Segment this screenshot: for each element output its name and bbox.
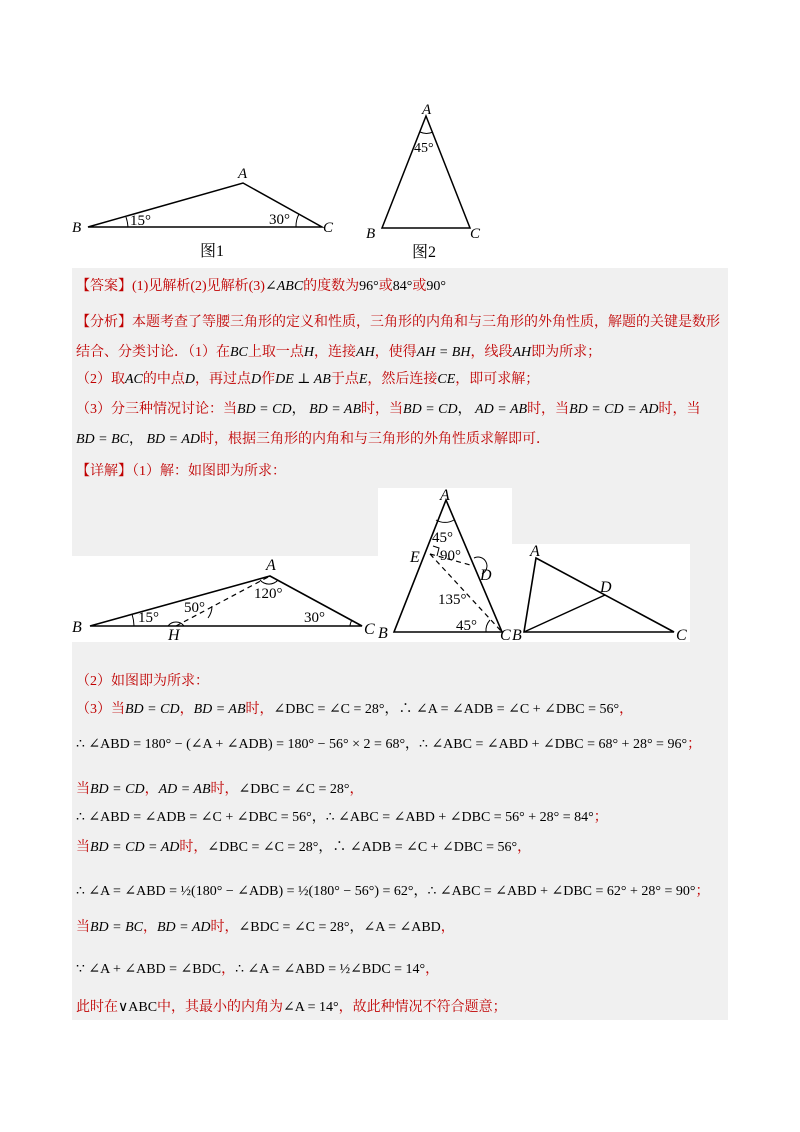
mid-fig3-D: D: [600, 579, 612, 596]
case4-eq-4: ∴ ∠A = ∠ABD = ½∠BDC = 14°: [235, 962, 426, 977]
case3-eq-3: ∴ ∠A = ∠ABD = ½(180° − ∠ADB) = ½(180° − 56°) = 62°: [76, 884, 414, 899]
analysis-para-2: [76, 370, 539, 390]
case4-min-angle: ∠A = 14°: [283, 1000, 339, 1015]
case1-pre: （3）当: [76, 702, 125, 717]
detail-tag: 【详解】: [76, 464, 132, 479]
fig2-label-A: A: [422, 102, 432, 118]
part2-text: （2）如图即为所求：: [76, 674, 209, 689]
analysis-text-2f: ，然后连接: [367, 372, 438, 387]
mid-fig3-B: B: [512, 627, 522, 644]
case2-sep: ，: [144, 782, 159, 797]
fig1-label-A: A: [238, 166, 248, 182]
answer-value-2: 84°: [392, 279, 413, 294]
mid-fig3-C: C: [676, 627, 687, 644]
mid-figure-1: [72, 556, 378, 642]
case3-eq-4: ，∴ ∠ABC = ∠ABD + ∠DBC = 62° + 28° = 90°: [413, 884, 696, 899]
case1-eq-3: ∴ ∠ABD = 180° − (∠A + ∠ADB) = 180° − 56° × 2 = 68°: [76, 737, 406, 752]
answer-value-1: 96°: [359, 279, 379, 294]
mid-fig2-angle-90: 90°: [440, 548, 461, 564]
case4-when: 时，: [210, 920, 239, 935]
case4-eq-1: ∠BDC = ∠C = 28°: [238, 920, 350, 935]
analysis-ce: CE: [437, 372, 456, 387]
analysis-text-2d: 作: [261, 372, 276, 387]
case2-cond-a: BD = CD: [90, 782, 145, 797]
case3-line1: [76, 838, 531, 858]
analysis-bc: BC: [230, 345, 248, 360]
case2-line1: [76, 780, 364, 800]
mid-fig2-angle-45: 45°: [432, 530, 453, 546]
case2-eq-3: ，∴ ∠ABC = ∠ABD + ∠DBC = 56° + 28° = 84°: [311, 810, 594, 825]
answer-line: [76, 277, 446, 297]
mid-fig1-angle-15: 15°: [138, 610, 159, 626]
analysis-d: D: [184, 372, 196, 387]
case1-eq-1: ∠DBC = ∠C = 28°: [273, 702, 385, 717]
case2-end-2: ；: [593, 810, 608, 825]
case3-end: ，: [517, 840, 532, 855]
case4-end-2: ，: [425, 962, 440, 977]
answer-angle: ∠ABC: [264, 279, 304, 294]
fig2-angle-A: 45°: [414, 141, 434, 156]
case4-cond-b: BD = AD: [157, 920, 211, 935]
case2-eq-1: ∠DBC = ∠C = 28°: [238, 782, 350, 797]
case4-triangle: ∨ABC: [118, 1000, 158, 1015]
case1-cond-b: BD = AB: [193, 702, 246, 717]
answer-tag: 【答案】: [76, 279, 132, 294]
case4-pre: 当: [76, 920, 90, 935]
analysis-text-3b: 时，当: [361, 402, 404, 417]
mid-figure-3: [512, 544, 690, 644]
fig1-label-B: B: [72, 220, 82, 236]
case4-sep: ，: [143, 920, 157, 935]
case4-end: ，: [440, 920, 455, 935]
case4-cond-a: BD = BC: [90, 920, 143, 935]
case3-end-2: ；: [695, 884, 710, 899]
case4-line3: [76, 998, 507, 1018]
answer-value-3: 90°: [426, 279, 446, 294]
answer-or-1: 或: [378, 279, 393, 294]
case4-eq-2: ，∠A = ∠ABD: [349, 920, 441, 935]
case2-eq-2: ∴ ∠ABD = ∠ADB = ∠C + ∠DBC = 56°: [76, 810, 312, 825]
analysis-text-1c: ，连接: [314, 345, 357, 360]
case1-eq-2: ，∴ ∠A = ∠ADB = ∠C + ∠DBC = 56°: [384, 702, 620, 717]
detail-line: [76, 462, 286, 482]
case2-end: ，: [349, 782, 364, 797]
analysis-text-3d: 时，当: [658, 402, 701, 417]
mid-fig2-angle-135: 135°: [438, 592, 467, 608]
detail-text: （1）解：如图即为所求：: [132, 464, 286, 479]
analysis-ah: AH: [356, 345, 375, 360]
case1-end: ，: [619, 702, 634, 717]
mid-figure-2: [378, 488, 512, 644]
mid-fig2-A: A: [440, 488, 450, 504]
mid-fig2-angle-45b: 45°: [456, 618, 477, 634]
analysis-case4-b: BD = AD: [146, 432, 201, 447]
mid-fig1-H: H: [168, 627, 180, 642]
case4-mid: 中，其最小的内角为: [157, 1000, 284, 1015]
case3-eq-2: ，∴ ∠ADB = ∠C + ∠DBC = 56°: [318, 840, 518, 855]
mid-fig1-angle-120: 120°: [254, 586, 283, 602]
analysis-de-perp-ab: DE ⊥ AB: [275, 372, 331, 387]
answer-text: (1)见解析(2)见解析(3): [132, 279, 265, 294]
case1-line1: [76, 700, 633, 720]
case1-sep: ，: [179, 702, 194, 717]
case3-line2: [76, 882, 710, 902]
analysis-case1-a: BD = CD: [237, 402, 292, 417]
analysis-text-1e: ，线段: [470, 345, 513, 360]
case4-line2: [76, 960, 439, 980]
analysis-case1-b: BD = AB: [309, 402, 362, 417]
mid-fig2-E: E: [410, 549, 420, 566]
case4-conclusion: ，故此种情况不符合题意；: [338, 1000, 507, 1015]
case2-line2: [76, 808, 608, 828]
analysis-ah-2: AH: [512, 345, 532, 360]
analysis-text-3a: （3）分三种情况讨论：当: [76, 402, 237, 417]
answer-or-2: 或: [412, 279, 427, 294]
case2-cond-b: AD = AB: [158, 782, 211, 797]
mid-fig1-angle-50: 50°: [184, 600, 205, 616]
mid-fig1-angle-30: 30°: [304, 610, 325, 626]
analysis-text-1f: 即为所求；: [531, 345, 602, 360]
analysis-text-2b: 的中点: [142, 372, 185, 387]
fig2-label-B: B: [366, 226, 376, 242]
analysis-ac: AC: [125, 372, 143, 387]
fig2-label-C: C: [470, 226, 481, 242]
analysis-case2-b: AD = AB: [475, 402, 528, 417]
case3-when: 时，: [179, 840, 208, 855]
case3-pre: 当: [76, 840, 90, 855]
mid-fig1-B: B: [72, 619, 82, 636]
case4-eq-3: ∵ ∠A + ∠ABD = ∠BDC: [76, 962, 222, 977]
fig1-angle-C: 30°: [269, 212, 290, 228]
analysis-text-2c: ，再过点: [195, 372, 252, 387]
analysis-e: E: [358, 372, 368, 387]
mid-fig2-D: D: [480, 567, 492, 584]
mid-fig1-C: C: [364, 621, 375, 638]
case4-pre-3: 此时在: [76, 1000, 118, 1015]
fig1-caption: 图1: [200, 243, 225, 260]
case2-when: 时，: [210, 782, 239, 797]
mid-fig2-B: B: [378, 625, 388, 642]
case1-cond-a: BD = CD: [125, 702, 180, 717]
analysis-para-1: [76, 308, 724, 368]
analysis-text-1: 本题考查了等腰三角形的定义和性质，三角形的内角和与三角形的外角性质，解题的关键是数形结合、分类讨论．（1）在: [76, 315, 720, 360]
analysis-para-3b: BD = BC， BD = AD时，根据三角形的内角和与三角形的外角性质求解即可．: [76, 432, 551, 447]
analysis-tag: 【分析】: [76, 315, 132, 330]
answer-text2: 的度数为: [303, 279, 360, 294]
analysis-text-1d: ，使得: [374, 345, 417, 360]
analysis-text-3c: 时，当: [527, 402, 570, 417]
fig1-label-C: C: [323, 220, 334, 236]
analysis-d-2: D: [251, 372, 262, 387]
analysis-text-3e: 时，根据三角形的内角和与三角形的外角性质求解即可．: [200, 432, 551, 447]
analysis-ah-eq-bh: AH = BH: [416, 345, 471, 360]
figure-1: [60, 160, 350, 260]
case1-when: 时，: [245, 702, 274, 717]
mid-fig1-A: A: [266, 557, 276, 574]
mid-fig2-C: C: [500, 627, 511, 644]
case1-end-2: ；: [687, 737, 702, 752]
case1-eq-4: ，∴ ∠ABC = ∠ABD + ∠DBC = 68° + 28° = 96°: [405, 737, 688, 752]
case3-cond: BD = CD = AD: [90, 840, 180, 855]
analysis-text-2g: ，即可求解；: [455, 372, 540, 387]
analysis-case2-a: BD = CD: [403, 402, 458, 417]
analysis-case3: BD = CD = AD: [569, 402, 659, 417]
analysis-h: H: [303, 345, 315, 360]
analysis-text-1b: 上取一点: [247, 345, 304, 360]
mid-fig3-A: A: [530, 544, 540, 560]
fig2-caption: 图2: [412, 244, 437, 260]
analysis-para-3: （3）分三种情况讨论：当BD = CD， BD = AB时，当BD = CD， AD = AB时，当BD = CD = AD时，当: [76, 402, 701, 417]
case4-sep-2: ，: [221, 962, 236, 977]
analysis-text-2e: 于点: [330, 372, 359, 387]
part2-line: [76, 672, 209, 692]
case1-line2: [76, 735, 701, 755]
fig1-angle-B: 15°: [130, 213, 151, 229]
case3-eq-1: ∠DBC = ∠C = 28°: [207, 840, 319, 855]
analysis-text-2a: （2）取: [76, 372, 125, 387]
case2-pre: 当: [76, 782, 90, 797]
analysis-case4-a: BD = BC: [76, 432, 129, 447]
case4-line1: [76, 918, 455, 938]
figure-2: [360, 100, 500, 260]
